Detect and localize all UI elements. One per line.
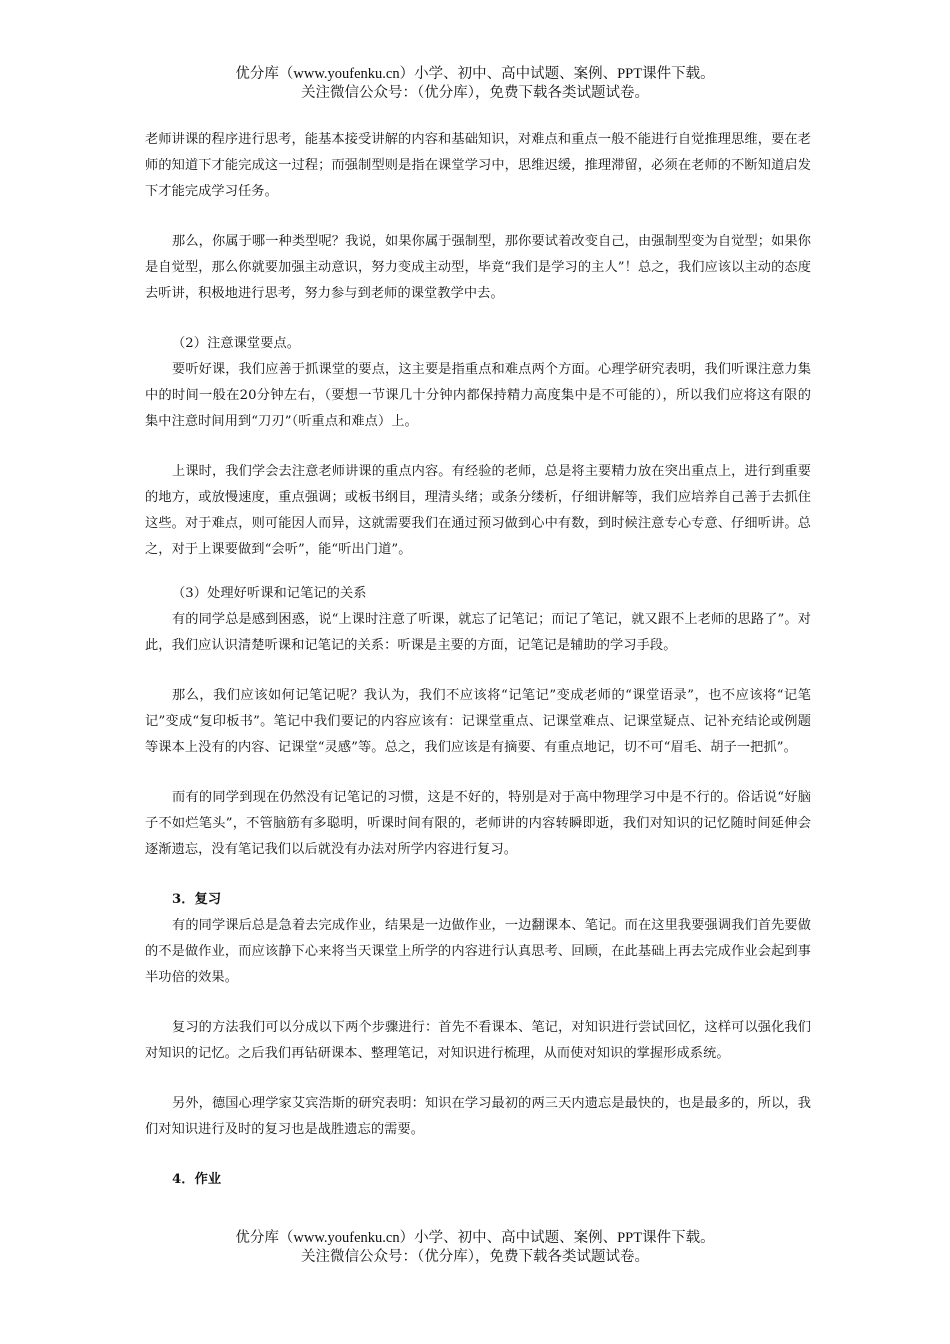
header-line-1: 优分库（www.youfenku.cn）小学、初中、高中试题、案例、PPT课件下载。	[235, 66, 715, 82]
footer-line-1: 优分库（www.youfenku.cn）小学、初中、高中试题、案例、PPT课件下载。	[235, 1230, 715, 1246]
paragraph-10: 另外，德国心理学家艾宾浩斯的研究表明：知识在学习最初的两三天内遗忘是最快的，也是最多的，所以，我们对知识进行及时的复习也是战胜遗忘的需要。	[145, 1096, 811, 1137]
paragraph-7: 而有的同学到现在仍然没有记笔记的习惯，这是不好的，特别是对于高中物理学习中是不行的。俗话说“好脑子不如烂笔头”，不管脑筋有多聪明，听课时间有限的，老师讲的内容转瞬即逝，我们对知识的记忆随时间延伸会逐渐遗忘，没有笔记我们以后就没有办法对所学内容进行复习。	[145, 790, 811, 857]
footer-line-2: 关注微信公众号：（优分库），免费下载各类试题试卷。	[301, 1249, 649, 1265]
paragraph-9: 复习的方法我们可以分成以下两个步骤进行：首先不看课本、笔记，对知识进行尝试回忆，这样可以强化我们对知识的记忆。之后我们再钻研课本、整理笔记，对知识进行梳理，从而使对知识的掌握形成系统。	[145, 1020, 811, 1061]
document-body	[145, 127, 811, 1193]
page-footer	[0, 1229, 950, 1267]
paragraph-6: 那么，我们应该如何记笔记呢？我认为，我们不应该将“记笔记”变成老师的“课堂语录”，也不应该将“记笔记”变成“复印板书”。笔记中我们要记的内容应该有：记课堂重点、记课堂难点、记课堂疑点、记补充结论或例题等课本上没有的内容、记课堂“灵感”等。总之，我们应该是有摘要、有重点地记，切不可“眉毛、胡子一把抓”。	[145, 688, 811, 755]
paragraph-5: 有的同学总是感到困惑，说“上课时注意了听课，就忘了记笔记；而记了笔记，就又跟不上老师的思路了”。对此，我们应认识清楚听课和记笔记的关系：听课是主要的方面，记笔记是辅助的学习手段。	[145, 612, 811, 653]
paragraph-1: 老师讲课的程序进行思考，能基本接受讲解的内容和基础知识，对难点和重点一般不能进行自觉推理思维，要在老师的知道下才能完成这一过程；而强制型则是指在课堂学习中，思维迟缓，推理滞留，必须在老师的不断知道启发下才能完成学习任务。	[145, 132, 811, 199]
paragraph-3: 要听好课，我们应善于抓课堂的要点，这主要是指重点和难点两个方面。心理学研究表明，我们听课注意力集中的时间一般在20分钟左右，（要想一节课几十分钟内都保持精力高度集中是不可能的），所以我们应将这有限的集中注意时间用到“刀刃”（听重点和难点）上。	[145, 362, 811, 429]
subsection-title-3: （3）处理好听课和记笔记的关系	[172, 586, 367, 601]
section-heading-homework: 4．作业	[172, 1172, 222, 1187]
page-header	[0, 65, 950, 103]
section-heading-review: 3．复习	[172, 892, 222, 907]
paragraph-8: 有的同学课后总是急着去完成作业，结果是一边做作业，一边翻课本、笔记。而在这里我要强调我们首先要做的不是做作业，而应该静下心来将当天课堂上所学的内容进行认真思考、回顾，在此基础上再去完成作业会起到事半功倍的效果。	[145, 918, 811, 985]
header-line-2: 关注微信公众号：（优分库），免费下载各类试题试卷。	[301, 85, 649, 101]
subsection-title-2: （2）注意课堂要点。	[172, 336, 301, 351]
paragraph-4: 上课时，我们学会去注意老师讲课的重点内容。有经验的老师，总是将主要精力放在突出重点上，进行到重要的地方，或放慢速度，重点强调；或板书纲目，理清头绪；或条分缕析，仔细讲解等，我们应培养自己善于去抓住这些。对于难点，则可能因人而异，这就需要我们在通过预习做到心中有数，到时候注意专心专意、仔细听讲。总之，对于上课要做到“会听”，能“听出门道”。	[145, 464, 811, 557]
paragraph-2: 那么，你属于哪一种类型呢？我说，如果你属于强制型，那你要试着改变自己，由强制型变为自觉型；如果你是自觉型，那么你就要加强主动意识，努力变成主动型，毕竟“我们是学习的主人”！总之，我们应该以主动的态度去听讲，积极地进行思考，努力参与到老师的课堂教学中去。	[145, 234, 811, 301]
